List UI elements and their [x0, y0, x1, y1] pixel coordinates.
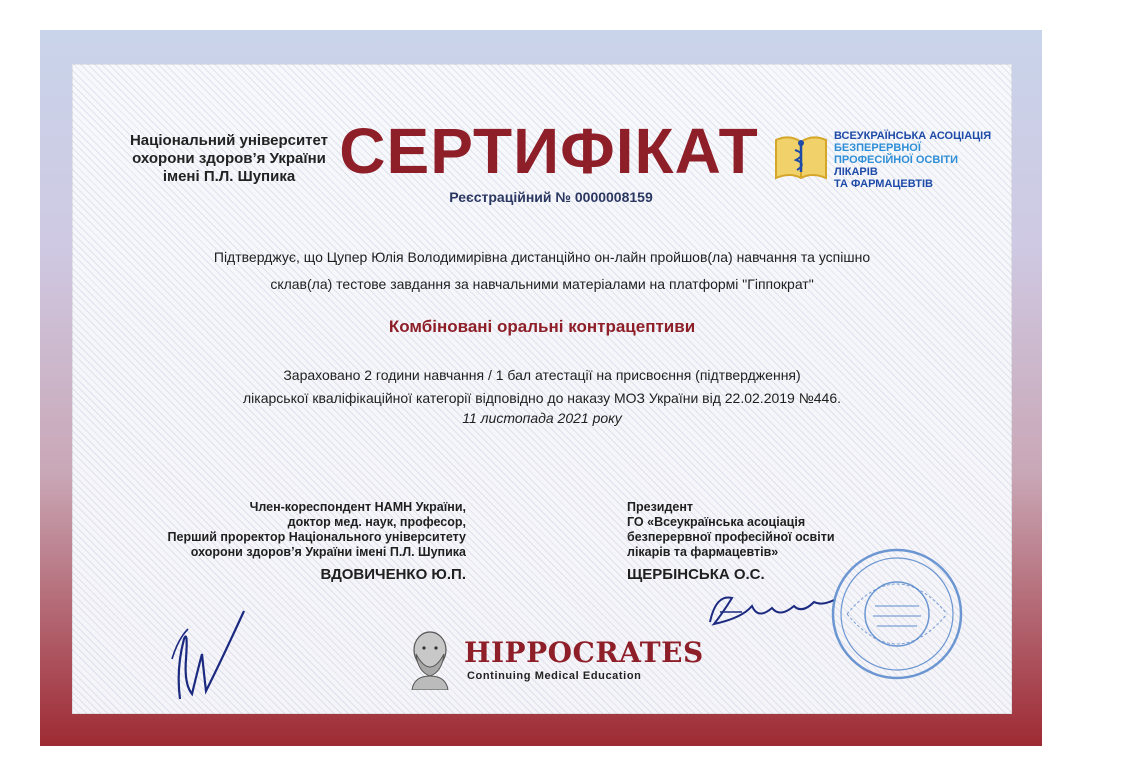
- association-line4: ЛІКАРІВ: [834, 166, 878, 178]
- university-name: Національний університет охорони здоров’я України імені П.Л. Шупика: [129, 132, 329, 185]
- credits-line1: Зараховано 2 години навчання / 1 бал атестації на присвоєння (підтвердження): [283, 367, 801, 383]
- signer-right-line2: ГО «Всеукраїнська асоціація: [627, 515, 806, 529]
- signer-left-name: ВДОВИЧЕНКО Ю.П.: [320, 566, 466, 583]
- association-line2: БЕЗПЕРЕРВНОЇ: [834, 142, 921, 154]
- confirmation-line1: Підтверджує, що Цупер Юлія Володимирівна дистанційно он-лайн пройшов(ла) навчання та успішно: [213, 249, 871, 265]
- signer-left-line2: доктор мед. наук, професор,: [287, 515, 466, 529]
- signature-left: [162, 599, 252, 709]
- signature-right: [702, 584, 842, 634]
- brand-tagline: Continuing Medical Education: [467, 670, 642, 682]
- course-title: Комбіновані оральні контрацептиви: [388, 317, 696, 336]
- signer-left-line3: Перший проректор Національного університету: [167, 530, 466, 544]
- association-stamp: [827, 544, 967, 684]
- brand-name: HIPPOCRATES: [464, 636, 704, 669]
- credits-line2: лікарської кваліфікаційної категорії відповідно до наказу МОЗ України від 22.02.2019 №446.: [242, 390, 841, 406]
- certificate-frame: [40, 30, 1042, 746]
- signer-right-line4: лікарів та фармацевтів»: [627, 545, 779, 559]
- confirmation-text: [132, 244, 952, 298]
- certificate-title: СЕРТИФІКАТ: [339, 115, 759, 187]
- association-line3: ПРОФЕСІЙНОЇ ОСВІТИ: [834, 154, 959, 166]
- issue-date: 11 листопада 2021 року: [462, 410, 622, 426]
- book-caduceus-icon: [772, 132, 830, 184]
- signer-right-line3: безперервної професійної освіти: [627, 530, 835, 544]
- signer-right-line1: Президент: [627, 500, 694, 514]
- signer-left-title: [112, 500, 466, 560]
- hippocrates-bust-icon: [402, 628, 458, 690]
- signer-left-line4: охорони здоров’я України імені П.Л. Шупика: [190, 545, 466, 559]
- confirmation-line2: склав(ла) тестове завдання за навчальними матеріалами на платформі "Гіппократ": [270, 276, 814, 292]
- certificate-body: [72, 64, 1012, 714]
- signer-left-line1: Член-кореспондент НАМН України,: [249, 500, 466, 514]
- registration-number: Реєстраційний № 0000008159: [449, 189, 653, 205]
- credits-text: [132, 364, 952, 410]
- association-line5: ТА ФАРМАЦЕВТІВ: [834, 178, 933, 190]
- hippocrates-logo: [402, 624, 704, 694]
- signer-right-name: ЩЕРБІНСЬКА О.С.: [627, 566, 765, 583]
- association-line1: ВСЕУКРАЇНСЬКА АСОЦІАЦІЯ: [834, 130, 992, 142]
- association-logo: [772, 130, 1002, 190]
